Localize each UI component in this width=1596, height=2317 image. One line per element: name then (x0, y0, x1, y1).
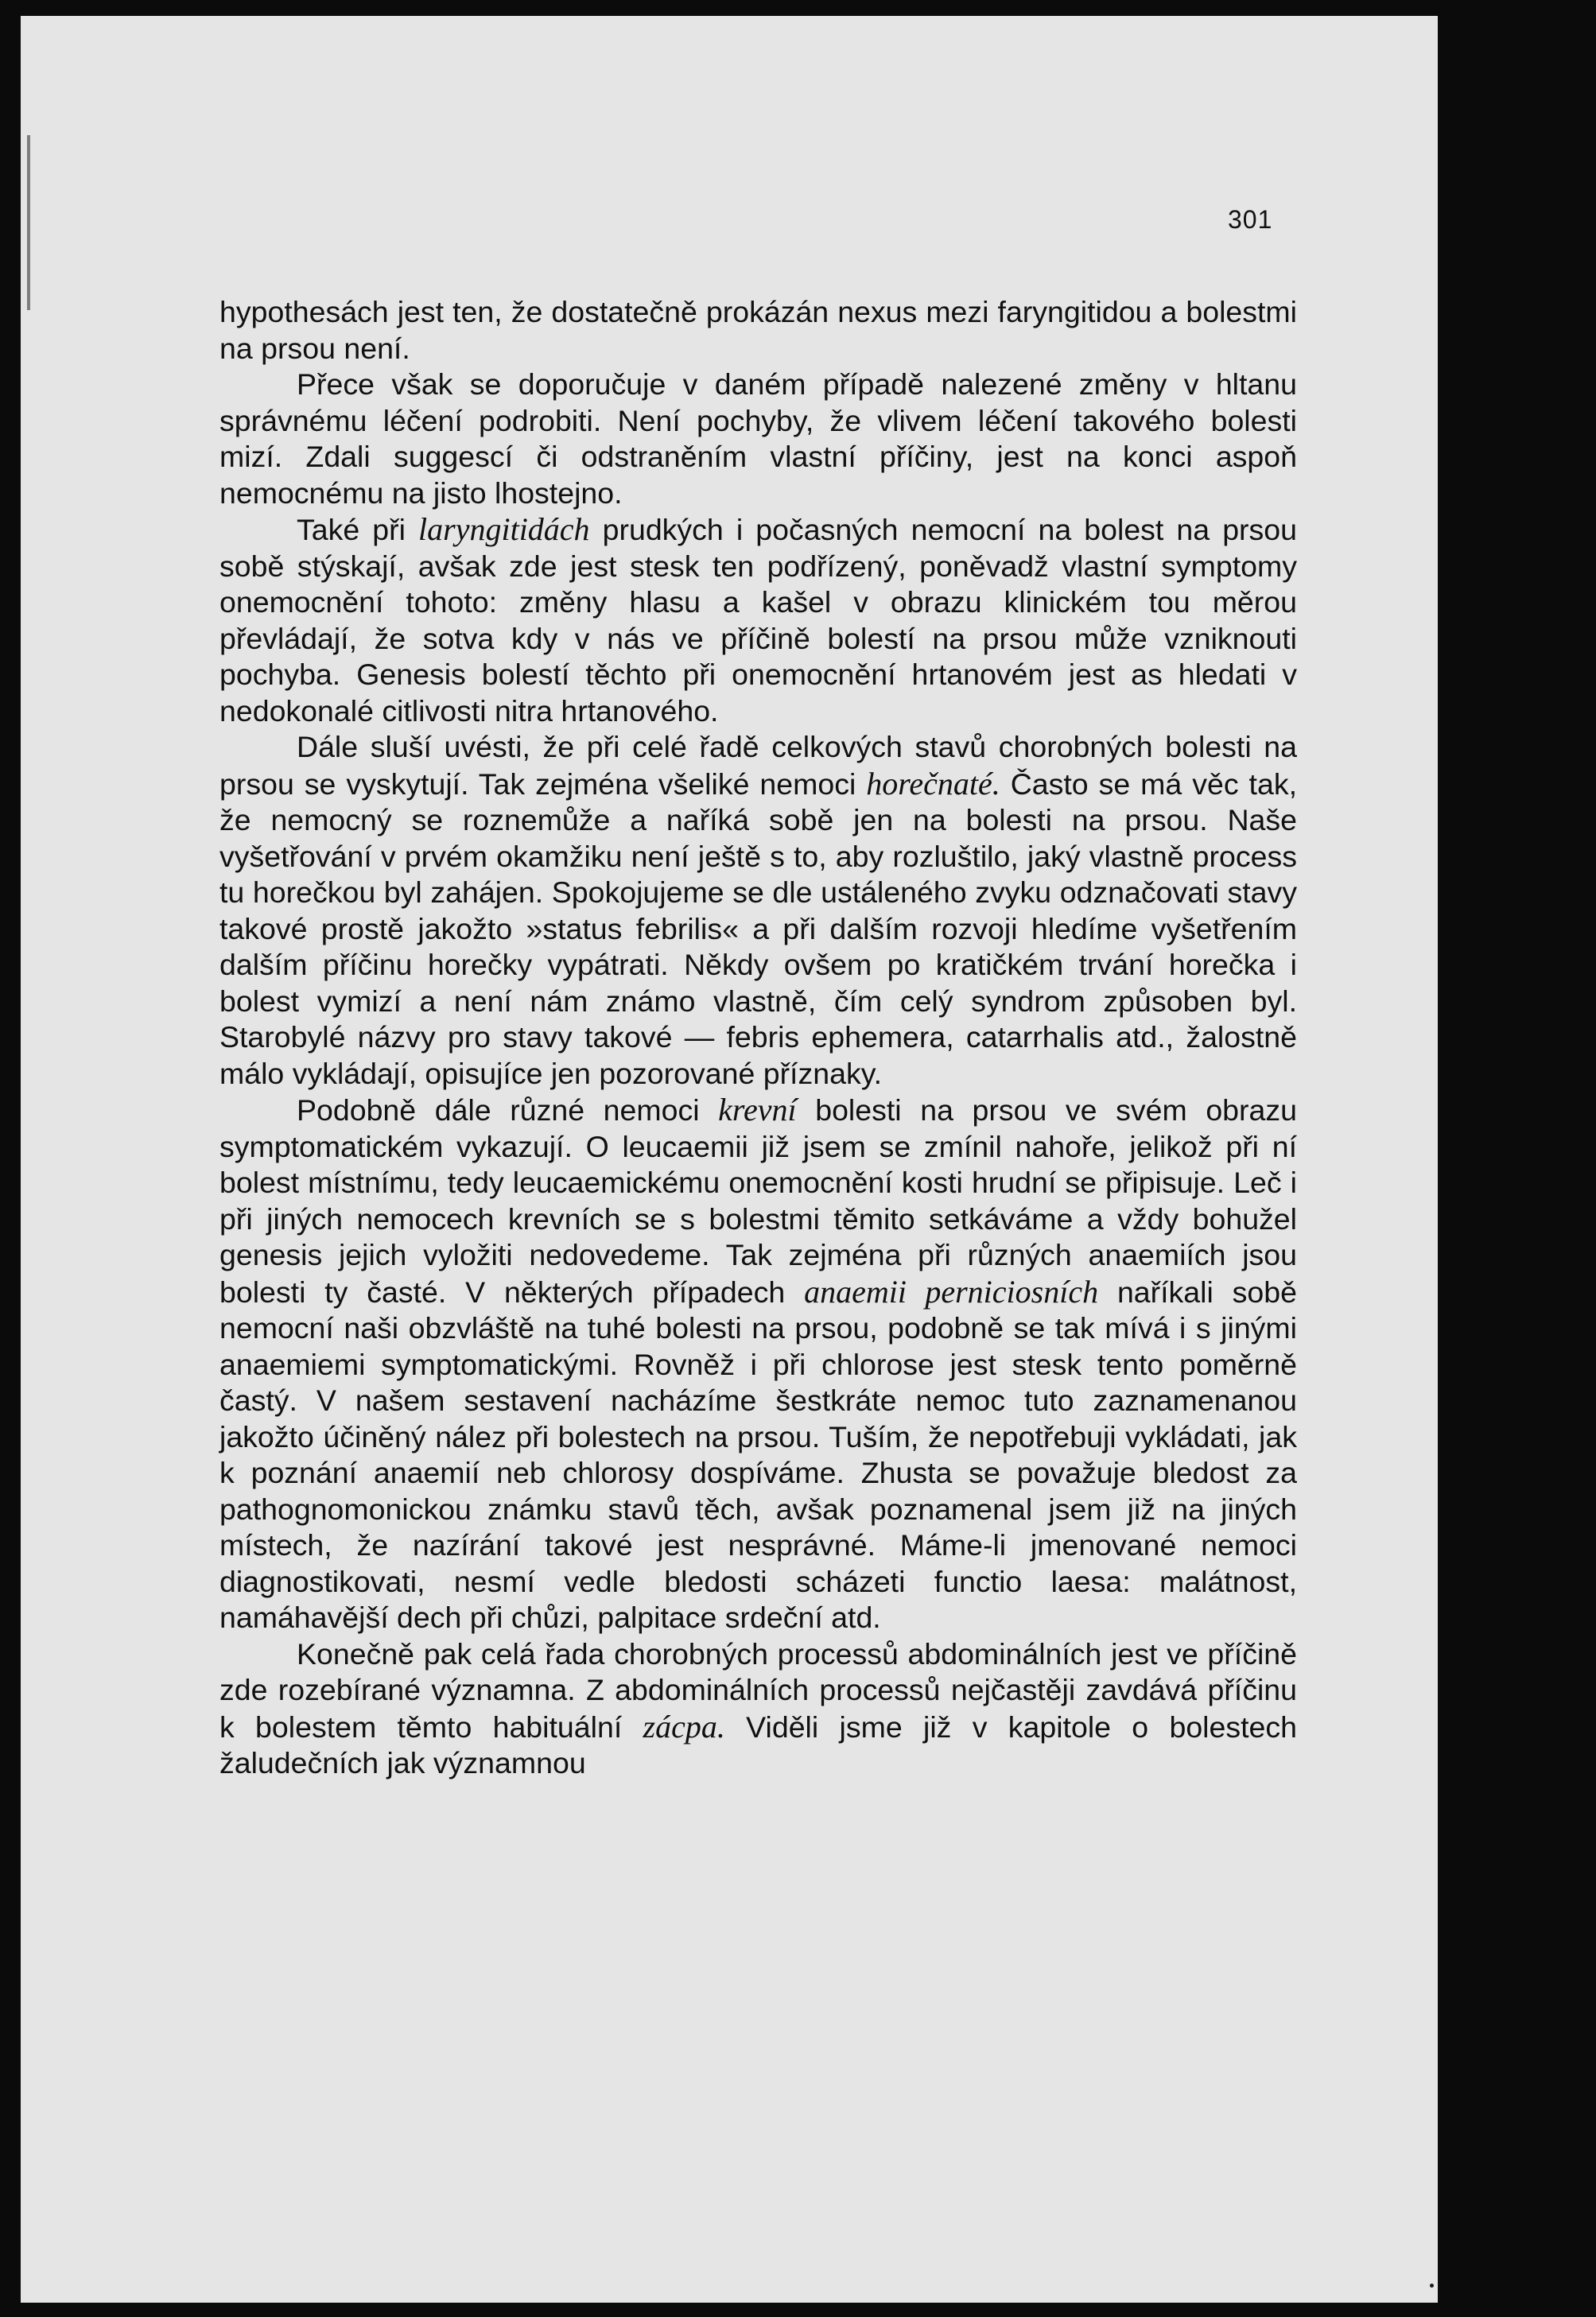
body-text (219, 294, 1297, 1782)
italic-term: krevní (718, 1092, 797, 1127)
text-segment: Přece však se doporučuje v daném případě nalezené změny v hltanu správnému léčení podrobiti. Není pochyby, že vlivem léčení takového bolesti mizí. Zdali suggescí či odstraněním vlastní příčiny, jest na konci aspoň nemocnému na jisto lhostejno. (219, 367, 1297, 510)
italic-term: zácpa. (643, 1708, 725, 1745)
scan-edge-mark (27, 135, 30, 310)
text-segment: bolesti na prsou ve svém obrazu symptomatickém vykazují. O leucaemii již jsem se zmínil nahoře, jelikož při ní bolest místnímu, tedy leucaemickému onemocnění kosti hrudní se připisuje. Leč i při jiných nemocech krevních se s bolestmi těmito setkáváme a vždy bohužel genesis jejich vyložiti nedovedeme. Tak zejména při různých anaemiích jsou bolesti ty časté. V některých případech (219, 1093, 1297, 1309)
text-segment: naříkali sobě nemocní naši obzvláště na tuhé bolesti na prsou, podobně se tak mívá i s jinými anaemiemi symptomatickými. Rovněž i při chlorose jest stesk tento poměrně častý. V našem sestavení nacházíme šestkráte nemoc tuto zaznamenanou jakožto účiněný nález při bolestech na prsou. Tuším, že nepotřebuji vykládati, jak k poznání anaemií neb chlorosy dospíváme. Zhusta se považuje bledost za pathognomonickou známku stavů těch, avšak poznamenal jsem již na jiných místech, že nazírání takové jest nesprávné. Máme-li jmenované nemoci diagnostikovati, nesmí vedle bledosti scházeti functio laesa: malátnost, namáhavější dech při chůzi, palpitace srdeční atd. (219, 1275, 1297, 1634)
paragraph (219, 1092, 1297, 1636)
text-segment: Dále sluší uvésti, že při celé řadě celkových stavů chorobných bolesti na prsou se vyskytují. Tak zejména všeliké nemoci (219, 730, 1297, 801)
scan-speck (1430, 2284, 1434, 2288)
text-segment: hypothesách jest ten, že dostatečně prokázán nexus mezi faryngitidou a bolestmi na prsou není. (219, 295, 1297, 365)
italic-term: laryngitidách (418, 511, 590, 547)
page-number: 301 (1228, 205, 1273, 234)
text-segment: Často se má věc tak, že nemocný se roznemůže a naříká sobě jen na bolesti na prsou. Naše vyšetřování v prvém okamžiku není ještě s to, aby rozluštilo, jaký vlastně process tu horečkou byl zahájen. Spokojujeme se dle ustáleného zvyku odznačovati stavy takové prostě jakožto »status febrilis« a při dalším rozvoji hledíme vyšetřením dalším příčinu horečky vypátrati. Někdy ovšem po kratičkém trvání horečka i bolest vymizí a není nám známo vlastně, čím celý syndrom způsoben byl. Starobylé názvy pro stavy takové — febris ephemera, catarrhalis atd., žalostně málo vykládají, opisujíce jen pozorované příznaky. (219, 767, 1297, 1090)
paragraph (219, 1636, 1297, 1782)
text-segment: Viděli jsme již v kapitole o bolestech žaludečních jak významnou (219, 1710, 1297, 1779)
italic-term: anaemii perniciosních (804, 1273, 1099, 1310)
paragraph (219, 367, 1297, 511)
text-segment: Také při (297, 513, 419, 546)
paragraph (219, 294, 1297, 367)
text-segment: prudkých i počasných nemocní na bolest na prsou sobě stýskají, avšak zde jest stesk ten podřízený, poněvadž vlastní symptomy onemocnění tohoto: změny hlasu a kašel v obrazu klinickém tou měrou převládají, že sotva kdy v nás ve příčině bolestí na prsou může vzniknouti pochyba. Genesis bolestí těchto při onemocnění hrtanovém jest as hledati v nedokonalé citlivosti nitra hrtanového. (219, 513, 1297, 728)
text-segment: Konečně pak celá řada chorobných processů abdominálních jest ve příčině zde rozebírané významna. Z abdominálních processů nejčastěji zavdává příčinu k bolestem těmto habituální (219, 1636, 1297, 1744)
text-segment: Podobně dále různé nemoci (297, 1093, 719, 1127)
book-page (21, 16, 1438, 2303)
paragraph (219, 729, 1297, 1092)
paragraph (219, 511, 1297, 729)
italic-term: horečnaté. (866, 765, 1000, 801)
